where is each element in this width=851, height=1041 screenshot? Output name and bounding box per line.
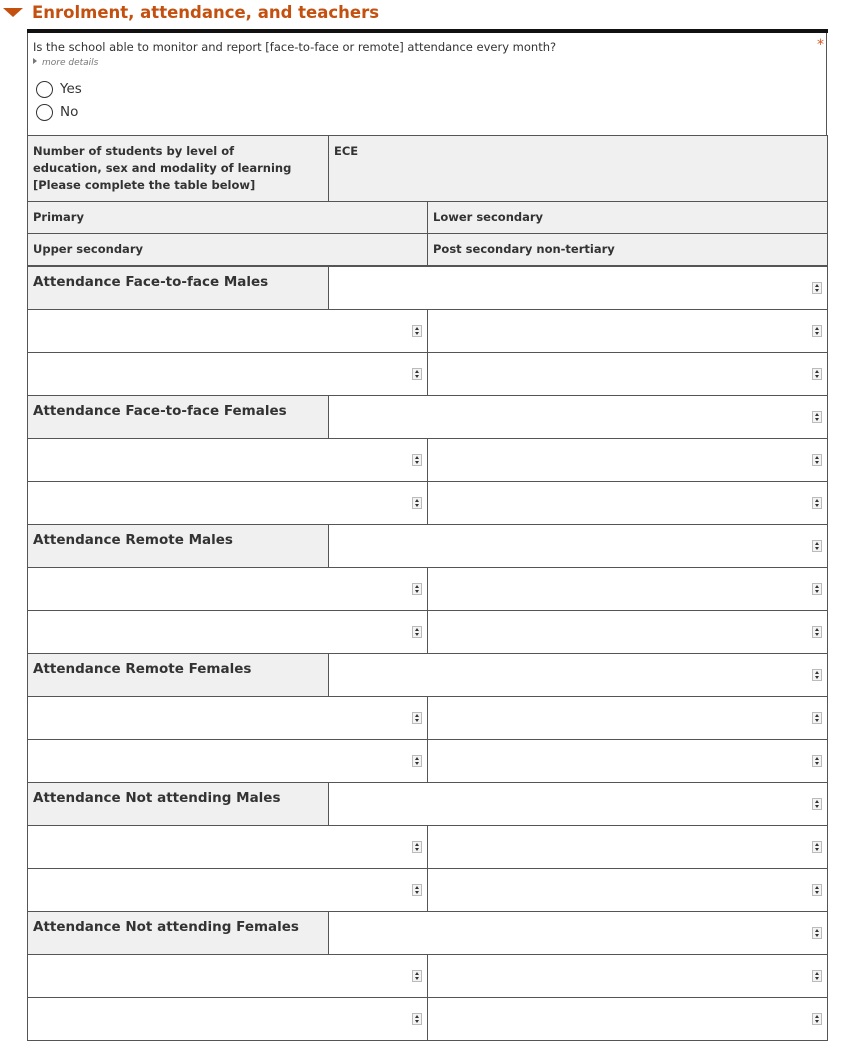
group-title-attendance-face-to-face-males (27, 266, 329, 310)
level-post-secondary (427, 233, 828, 266)
number-spinner-icon[interactable] (812, 497, 822, 509)
post-secondary-input[interactable] (427, 610, 828, 654)
lower-secondary-input[interactable] (427, 567, 828, 611)
number-spinner-icon[interactable] (812, 884, 822, 896)
number-spinner-icon[interactable] (812, 841, 822, 853)
level-post-secondary-label: Post secondary non-tertiary (433, 242, 615, 256)
lower-secondary-input[interactable] (427, 309, 828, 353)
post-secondary-input[interactable] (427, 868, 828, 912)
post-secondary-input[interactable] (427, 739, 828, 783)
radio-button-no[interactable] (36, 104, 53, 121)
upper-secondary-input[interactable] (27, 481, 428, 525)
number-spinner-icon[interactable] (812, 540, 822, 552)
number-spinner-icon[interactable] (812, 325, 822, 337)
upper-secondary-input[interactable] (27, 868, 428, 912)
group-title-attendance-not-attending-females-label: Attendance Not attending Females (33, 919, 299, 935)
number-spinner-icon[interactable] (812, 798, 822, 810)
post-secondary-input[interactable] (427, 997, 828, 1041)
number-spinner-icon[interactable] (812, 755, 822, 767)
collapse-caret-icon[interactable] (3, 8, 23, 17)
expand-triangle-icon (33, 58, 37, 64)
level-ece (328, 135, 828, 202)
primary-input[interactable] (27, 954, 428, 998)
section-header[interactable] (0, 0, 851, 28)
number-spinner-icon[interactable] (812, 970, 822, 982)
number-spinner-icon[interactable] (412, 712, 422, 724)
group-title-attendance-remote-females-label: Attendance Remote Females (33, 661, 252, 677)
primary-input[interactable] (27, 696, 428, 740)
radio-button-yes[interactable] (36, 81, 53, 98)
group-title-attendance-face-to-face-males-label: Attendance Face-to-face Males (33, 274, 269, 290)
table-intro-label: Number of students by level of education, sex and modality of learning [Please complete the table below] (33, 144, 292, 192)
number-spinner-icon[interactable] (412, 970, 422, 982)
more-details-toggle[interactable] (33, 58, 98, 68)
radio-label-yes: Yes (60, 81, 82, 97)
primary-input[interactable] (27, 567, 428, 611)
group-title-attendance-not-attending-females (27, 911, 329, 955)
ece-input[interactable] (328, 524, 828, 568)
number-spinner-icon[interactable] (412, 841, 422, 853)
upper-secondary-input[interactable] (27, 352, 428, 396)
number-spinner-icon[interactable] (812, 712, 822, 724)
primary-input[interactable] (27, 438, 428, 482)
radio-option-no[interactable] (36, 103, 116, 123)
number-spinner-icon[interactable] (812, 583, 822, 595)
lower-secondary-input[interactable] (427, 954, 828, 998)
question-text: Is the school able to monitor and report [face-to-face or remote] attendance every month? (33, 40, 557, 54)
radio-label-no: No (60, 104, 79, 120)
number-spinner-icon[interactable] (812, 282, 822, 294)
number-spinner-icon[interactable] (412, 497, 422, 509)
upper-secondary-input[interactable] (27, 997, 428, 1041)
group-title-attendance-face-to-face-females (27, 395, 329, 439)
number-spinner-icon[interactable] (812, 411, 822, 423)
radio-option-yes[interactable] (36, 80, 116, 100)
number-spinner-icon[interactable] (812, 454, 822, 466)
ece-input[interactable] (328, 911, 828, 955)
group-title-attendance-face-to-face-females-label: Attendance Face-to-face Females (33, 403, 287, 419)
primary-input[interactable] (27, 825, 428, 869)
number-spinner-icon[interactable] (812, 1013, 822, 1025)
level-primary (27, 201, 428, 234)
number-spinner-icon[interactable] (412, 454, 422, 466)
group-title-attendance-remote-females (27, 653, 329, 697)
primary-input[interactable] (27, 309, 428, 353)
lower-secondary-input[interactable] (427, 438, 828, 482)
level-upper-secondary-label: Upper secondary (33, 242, 143, 256)
number-spinner-icon[interactable] (812, 927, 822, 939)
number-spinner-icon[interactable] (412, 1013, 422, 1025)
group-title-attendance-not-attending-males (27, 782, 329, 826)
number-spinner-icon[interactable] (412, 884, 422, 896)
required-marker: * (817, 37, 824, 53)
level-primary-label: Primary (33, 210, 84, 224)
ece-input[interactable] (328, 395, 828, 439)
level-lower-secondary-label: Lower secondary (433, 210, 544, 224)
level-lower-secondary (427, 201, 828, 234)
number-spinner-icon[interactable] (412, 368, 422, 380)
number-spinner-icon[interactable] (812, 626, 822, 638)
number-spinner-icon[interactable] (412, 626, 422, 638)
number-spinner-icon[interactable] (412, 755, 422, 767)
ece-input[interactable] (328, 653, 828, 697)
ece-input[interactable] (328, 266, 828, 310)
level-upper-secondary (27, 233, 428, 266)
number-spinner-icon[interactable] (812, 368, 822, 380)
attendance-question (27, 33, 827, 135)
number-spinner-icon[interactable] (412, 325, 422, 337)
ece-input[interactable] (328, 782, 828, 826)
lower-secondary-input[interactable] (427, 825, 828, 869)
section-title: Enrolment, attendance, and teachers (32, 3, 380, 22)
group-title-attendance-remote-males-label: Attendance Remote Males (33, 532, 233, 548)
lower-secondary-input[interactable] (427, 696, 828, 740)
upper-secondary-input[interactable] (27, 610, 428, 654)
post-secondary-input[interactable] (427, 352, 828, 396)
post-secondary-input[interactable] (427, 481, 828, 525)
table-intro (27, 135, 329, 202)
upper-secondary-input[interactable] (27, 739, 428, 783)
number-spinner-icon[interactable] (812, 669, 822, 681)
group-title-attendance-remote-males (27, 524, 329, 568)
more-details-label: more details (42, 58, 99, 68)
group-title-attendance-not-attending-males-label: Attendance Not attending Males (33, 790, 281, 806)
level-ece-label: ECE (334, 144, 359, 158)
number-spinner-icon[interactable] (412, 583, 422, 595)
